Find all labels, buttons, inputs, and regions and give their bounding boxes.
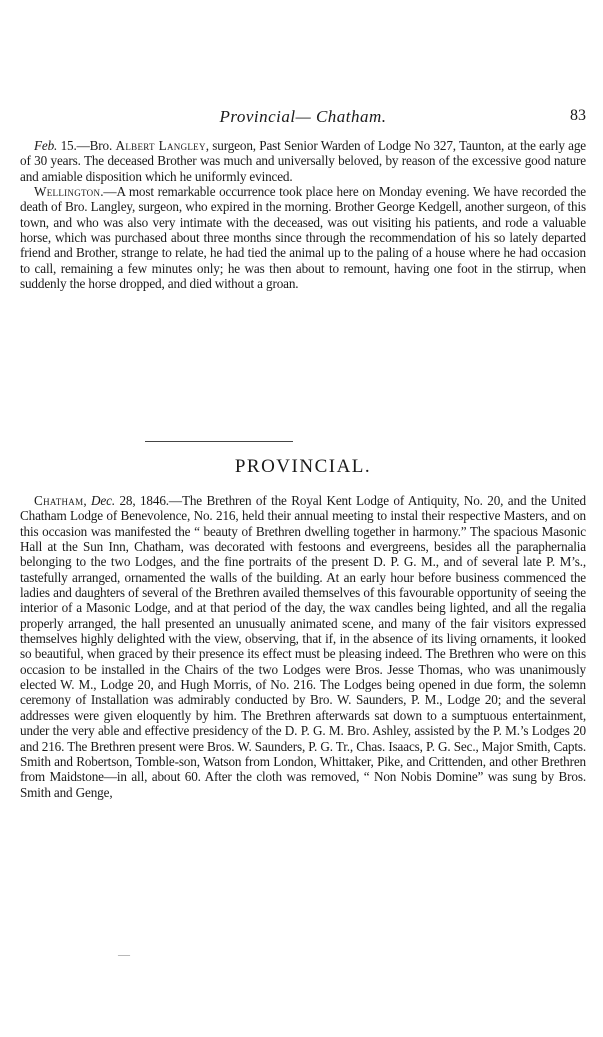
entry-text: .—A most remarkable occurrence took place here on Monday evening. We have recorded the death of Bro. Langley, surgeon, who expired in the morning. Brother George Kedgell, another surgeon, of this town, and who was also very intimate with the deceased, was out visiting his patients, and rode a valuable horse, which was purchased about three months since through the recommendation of his so lately departed friend and Brother, strange to relate, he had tied the animal up to the paling of a house where he had occasion to call, remaining a few minutes only; he was then about to remount, having one foot in the stirrup, when suddenly the horse dropped, and died without a groan. bbox=[20, 184, 586, 292]
section-divider bbox=[145, 441, 293, 442]
page-number: 83 bbox=[570, 107, 586, 124]
obituary-entry-langley bbox=[20, 138, 586, 184]
section-heading: PROVINCIAL. bbox=[234, 456, 372, 477]
entry-place: Wellington bbox=[34, 184, 101, 200]
entry-date-month: Feb. bbox=[34, 138, 58, 153]
report-text: —The Brethren of the Royal Kent Lodge of Antiquity, No. 20, and the United Chatham Lodge of Benevolence, No. 216, held their annual meeting to instal their respective Masters, and on this occasion was manifested the “ beauty of Brethren dwelling together in harmony.” The spacious Masonic Hall at the Sun Inn, Chatham, was decorated with festoons and evergreens, besides all the paraphernalia belonging to the two Lodges, and the fine portraits of the present D. P. G. M., and of several late P. M’s., tastefully arranged, ornamented the walls of the building. At an early hour before business commenced the ladies and daughters of several of the Brethren availed themselves of this favourable opportunity of seeing the interior of a Masonic Lodge, and at that period of the day, the wax candles being lighted, and all the regalia properly arranged, the hall presented an unusually animated scene, and many of the fair visitors expressed themselves highly delighted with the view, observing, that if, in the absence of its living ornaments, it looked so beautiful, when graced by their presence its effect must be pleasing indeed. The Brethren who were on this occasion to be installed in the Chairs of the two Lodges were Bros. Jesse Thomas, who was unanimously elected W. M., Lodge 20, and Hugh Morris, of No. 216. The Lodges being opened in due form, the solemn ceremony of Installation was admirably conducted by Bro. W. Saunders, P. M., Lodge 20; and the several addresses were given eloquently by him. The Brethren afterwards sat down to a sumptuous entertainment, under the very able and effective presidency of the D. P. G. M. Bro. Ashley, assisted by the P. M.’s Lodges 20 and 216. The Brethren present were Bros. W. Saunders, P. G. Tr., Chas. Isaacs, P. G. Sec., Major Smith, Capts. Smith and Robertson, Tomble-son, Watson from London, Whittaker, Pike, and Crittenden, and other Brethren from Maidstone—in all, about 60. After the cloth was removed, “ Non Nobis Domine” was sung by Bros. Smith and Genge, bbox=[20, 493, 587, 800]
footer-mark: — bbox=[118, 947, 130, 961]
report-date-rest: 28, 1846. bbox=[114, 493, 169, 508]
running-title: Provincial— Chatham. bbox=[219, 107, 387, 126]
report-date-sep: , bbox=[83, 493, 92, 508]
entry-person-name: Albert Langley bbox=[115, 138, 206, 153]
provincial-report bbox=[20, 493, 586, 800]
entry-date-day: 15.—Bro. bbox=[57, 138, 116, 153]
report-date-month: Dec. bbox=[91, 493, 115, 508]
running-head bbox=[20, 107, 586, 131]
obituary-column bbox=[20, 138, 586, 291]
report-place: Chatham bbox=[34, 493, 84, 508]
entry-text: , surgeon, Past Senior Warden of Lodge No 327, Taunton, at the early age of 30 years. The deceased Brother was much and universally beloved, by reason of the excessive good nature and amiable disposition which he uniformly evinced. bbox=[20, 138, 586, 184]
report-paragraph bbox=[20, 493, 586, 800]
obituary-entry-wellington bbox=[20, 184, 586, 291]
